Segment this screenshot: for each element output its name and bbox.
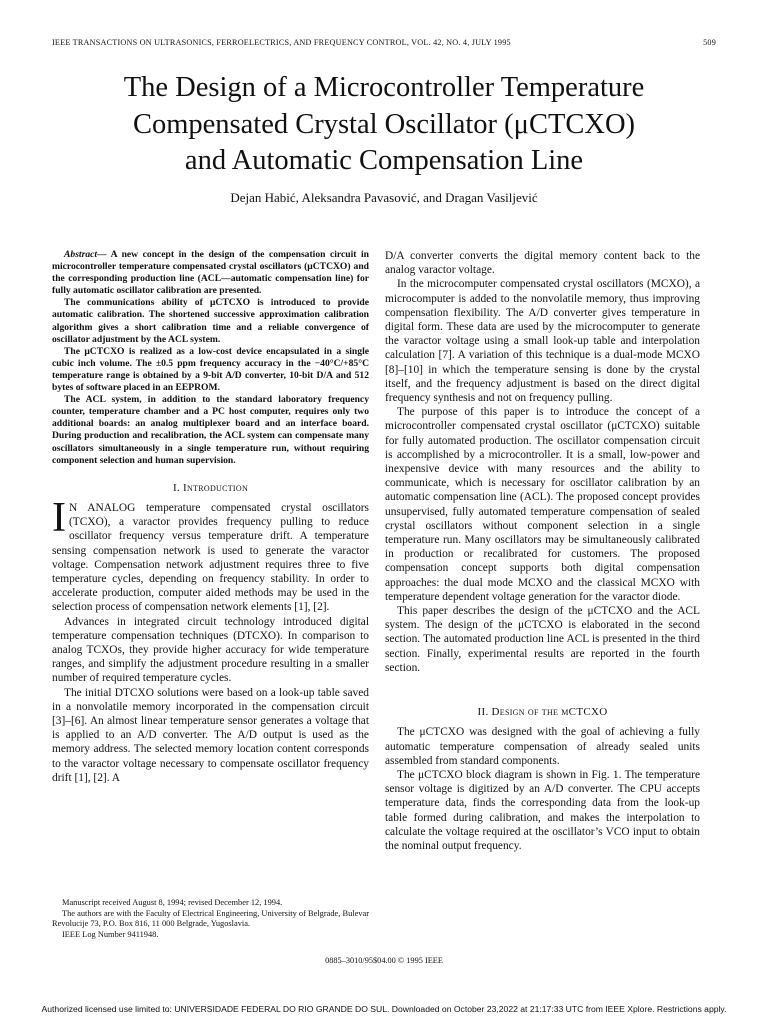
license-notice: Authorized licensed use limited to: UNIVERSIDADE FEDERAL DO RIO GRANDE DO SUL. Downloaded on October 23,2022 at 21:17:33 UTC from IEEE Xplore. Restrictions apply. (41, 1004, 727, 1014)
abstract-label: Abstract— (64, 249, 107, 260)
journal-name: IEEE TRANSACTIONS ON ULTRASONICS, FERROELECTRICS, AND FREQUENCY CONTROL, VOL. 42, NO. 4, JULY 1995 (52, 38, 511, 47)
intro-paragraph-5: The purpose of this paper is to introduce the concept of a microcontroller compensated crystal oscillator (μCTCXO) suitable for fully automated production. The oscillator compensation circuit is accomplished by a microcontroller. It is a small, low-power and inexpensive device with many resources and the ability to communicate, which is necessary for oscillator calibration by an automatic compensation line (ACL). The proposed concept provides unsupervised, fully automated temperature compensation of sealed crystal oscillators without component selection in a single temperature run. Many oscillators may be simultaneously calibrated in production or recalibrated for customers. The proposed compensation concept supports both digital compensation approaches: the dual mode MCXO and the classical MCXO with temperature dependent voltage generation for the varactor diode. (385, 406, 700, 603)
intro-paragraph-2: Advances in integrated circuit technology introduced digital temperature compensation techniques (DTCXO). In comparison to analog TCXOs, they provide higher accuracy for wide temperature ranges, and simplify the adjustment procedure resulting in a smaller number of required temperature cycles. (52, 615, 369, 685)
left-column (52, 249, 369, 785)
drop-cap: I (52, 494, 66, 541)
abstract-paragraph-1: Abstract— A new concept in the design of the compensation circuit in microcontroller temperature compensated crystal oscillators (μCTCXO) and the corresponding production line (ACL—automatic compensation line) for fully automatic oscillator calibration are presented. (52, 249, 369, 297)
intro-paragraph-3: The initial DTCXO solutions were based on a look-up table saved in a nonvolatile memory incorporated in the compensation circuit [3]–[6]. An almost linear temperature sensor generates a voltage that is applied to an A/D converter. The A/D output is used as the memory address. The selected memory location content corresponds to the varactor voltage necessary to compensate oscillator frequency drift [1], [2]. A (52, 686, 369, 784)
abstract-paragraph-2: The communications ability of μCTCXO is introduced to provide automatic calibration. The shortened successive approximation calibration algorithm gives a short calibration time and a reliable convergence of oscillator adjustment by the ACL system. (52, 297, 369, 345)
design-paragraph-2: The μCTCXO block diagram is shown in Fig. 1. The temperature sensor voltage is digitized by an A/D converter. The CPU accepts temperature data, finds the corresponding data from the look-up table formed during calibration, and makes the interpolation to calculate the voltage required at the oscillator’s VCO input to obtain the nominal output frequency. (385, 768, 700, 852)
design-paragraph-1: The μCTCXO was designed with the goal of achieving a fully automatic temperature compensation of already sealed units assembled from standard components. (385, 726, 700, 767)
running-header (52, 38, 716, 47)
page-number: 509 (703, 38, 716, 47)
abstract-paragraph-4: The ACL system, in addition to the standard laboratory frequency counter, temperature chamber and a PC host computer, requires only two additional boards: an analog multiplexer board and an interface board. During production and recalibration, the ACL system can compensate many oscillators simultaneously in a single temperature run, without requiring component selection and human supervision. (52, 394, 369, 466)
right-column (385, 249, 700, 853)
title-line-3: and Automatic Compensation Line (184, 145, 584, 176)
title-line-1: The Design of a Microcontroller Temperature (123, 72, 645, 103)
section-heading-introduction: I. Introduction (172, 481, 249, 494)
footnote-received: Manuscript received August 8, 1994; revised December 12, 1994. (62, 898, 283, 907)
abstract-paragraph-3: The μCTCXO is realized as a low-cost device encapsulated in a single cubic inch volume. The ±0.5 ppm frequency accuracy in the −40°C/+85°C temperature range is obtained by a 9-bit A/D converter, 10-bit D/A and 512 bytes of software placed in an EEPROM. (52, 345, 369, 394)
intro-paragraph-1: I N ANALOG temperature compensated crystal oscillators (TCXO), a varactor provides frequency pulling to reduce oscillator frequency versus temperature drift. A temperature sensing compensation network is used to generate the varactor voltage. Compensation network adjustment requires three to five temperature cycles, depending on frequency stability. In order to accelerate production, computer aided methods may be used in the selection process of compensation network elements [1], [2]. (52, 494, 369, 614)
footnote-affiliation: The authors are with the Faculty of Electrical Engineering, University of Belgrade, Bulevar Revolucije 73, P.O. Box 816, 11 000 Belgrade, Yugoslavia. (52, 908, 369, 929)
footnote-log: IEEE Log Number 9411948. (62, 929, 159, 939)
author-list: Dejan Habić, Aleksandra Pavasović, and Dragan Vasiljević (230, 190, 538, 205)
paper-title (0, 70, 768, 180)
abstract (52, 249, 369, 467)
intro-paragraph-6: This paper describes the design of the μCTCXO and the ACL system. The design of the μCTCXO is elaborated in the second section. The automated production line ACL is presented in the third section. Finally, experimental results are reported in the fourth section. (385, 605, 700, 674)
footnote (52, 898, 369, 940)
title-line-2: Compensated Crystal Oscillator (μCTCXO) (132, 108, 636, 140)
section-heading-design: II. Design of the μCTCXO (477, 706, 608, 719)
intro-paragraph-4: In the microcomputer compensated crystal oscillators (MCXO), a microcomputer is added to the nonvolatile memory, thus improving compensation flexibility. The A/D converter gives temperature in digital form. These data are used by the microcomputer to generate the varactor voltage using a small look-up table and interpolation calculation [7]. A variation of this technique is a dual-mode MCXO [8]–[10] in which the temperature sensing is done by the crystal itself, and the frequency adjustment is based on the direct digital frequency synthesis and not on frequency pulling. (385, 278, 700, 405)
intro-paragraph-3-continued: D/A converter converts the digital memory content back to the analog varactor voltage. (385, 250, 700, 277)
copyright-line: 0885–3010/95$04.00 © 1995 IEEE (325, 956, 443, 965)
